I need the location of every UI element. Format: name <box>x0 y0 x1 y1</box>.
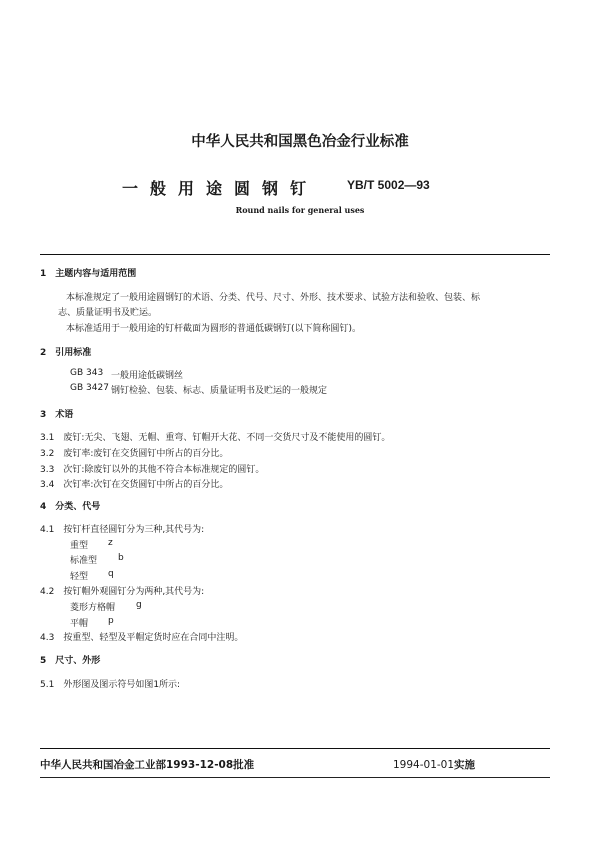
clause-5-1: 5.1 外形图及图示符号如图1所示: <box>40 680 181 690</box>
standard-title: 一般用途圆钢钉 <box>122 179 319 198</box>
head-diamond-code: g <box>136 600 142 610</box>
section-5-heading: 5 尺寸、外形 <box>40 656 101 666</box>
english-title: Round nails for general uses <box>235 205 365 215</box>
section-1-heading: 1 主题内容与适用范围 <box>40 269 137 279</box>
type-standard-code: b <box>118 553 124 563</box>
term-3-2: 3.2 废钉率:废钉在交货圆钉中所占的百分比。 <box>40 449 229 459</box>
standard-code-text: YB/T 5002—93 <box>347 178 430 192</box>
term-3-1: 3.1 废钉:无尖、飞翅、无帽、重弯、钉帽开大花、不同一交货尺寸及不能使用的圆钉。 <box>40 433 391 443</box>
head-flat-code: p <box>108 616 114 626</box>
section-2-heading: 2 引用标准 <box>40 348 92 358</box>
standard-code <box>347 178 430 192</box>
clause-4-2: 4.2 按钉帽外观圆钉分为两种,其代号为: <box>40 587 205 597</box>
effective-label: 实施 <box>454 759 476 771</box>
type-standard-label: 标准型 <box>70 556 98 566</box>
reference-2-code: GB 3427 <box>70 383 109 393</box>
type-heavy-code: z <box>108 538 113 548</box>
type-light-code: q <box>108 569 114 579</box>
section-1-paragraph-1-line-2: 志、质量证明书及贮运。 <box>58 308 158 318</box>
type-heavy-label: 重型 <box>70 541 89 551</box>
section-1-paragraph-1-line-1: 本标准规定了一般用途圆钢钉的术语、分类、代号、尺寸、外形、技术要求、试验方法和验收、包装、标 <box>66 293 481 303</box>
section-4-heading: 4 分类、代号 <box>40 502 101 512</box>
section-3-heading: 3 术语 <box>40 410 74 420</box>
footer-underline <box>40 777 550 778</box>
clause-4-3: 4.3 按重型、轻型及平帽定货时应在合同中注明。 <box>40 633 244 643</box>
term-3-4: 3.4 次钉率:次钉在交货圆钉中所占的百分比。 <box>40 480 229 490</box>
reference-1-code: GB 343 <box>70 368 104 378</box>
head-flat-label: 平帽 <box>70 619 89 629</box>
effective-date: 1994-01-01 <box>393 759 455 771</box>
reference-2-title: 钢钉检验、包装、标志、质量证明书及贮运的一般规定 <box>111 386 328 396</box>
effective-line <box>393 757 475 772</box>
head-diamond-label: 菱形方格帽 <box>70 603 116 613</box>
section-1-paragraph-2: 本标准适用于一般用途的钉杆截面为圆形的普通低碳钢钉(以下简称圆钉)。 <box>66 324 362 334</box>
bottom-divider <box>40 748 550 749</box>
clause-4-1: 4.1 按钉杆直径圆钉分为三种,其代号为: <box>40 525 205 535</box>
reference-1-title: 一般用途低碳钢丝 <box>111 371 184 381</box>
approval-line: 中华人民共和国冶金工业部1993-12-08批准 <box>40 759 255 771</box>
term-3-3: 3.3 次钉:除废钉以外的其他不符合本标准规定的圆钉。 <box>40 465 265 475</box>
type-light-label: 轻型 <box>70 572 89 582</box>
issuing-organization: 中华人民共和国黑色冶金行业标准 <box>191 134 409 150</box>
top-divider <box>40 254 550 255</box>
